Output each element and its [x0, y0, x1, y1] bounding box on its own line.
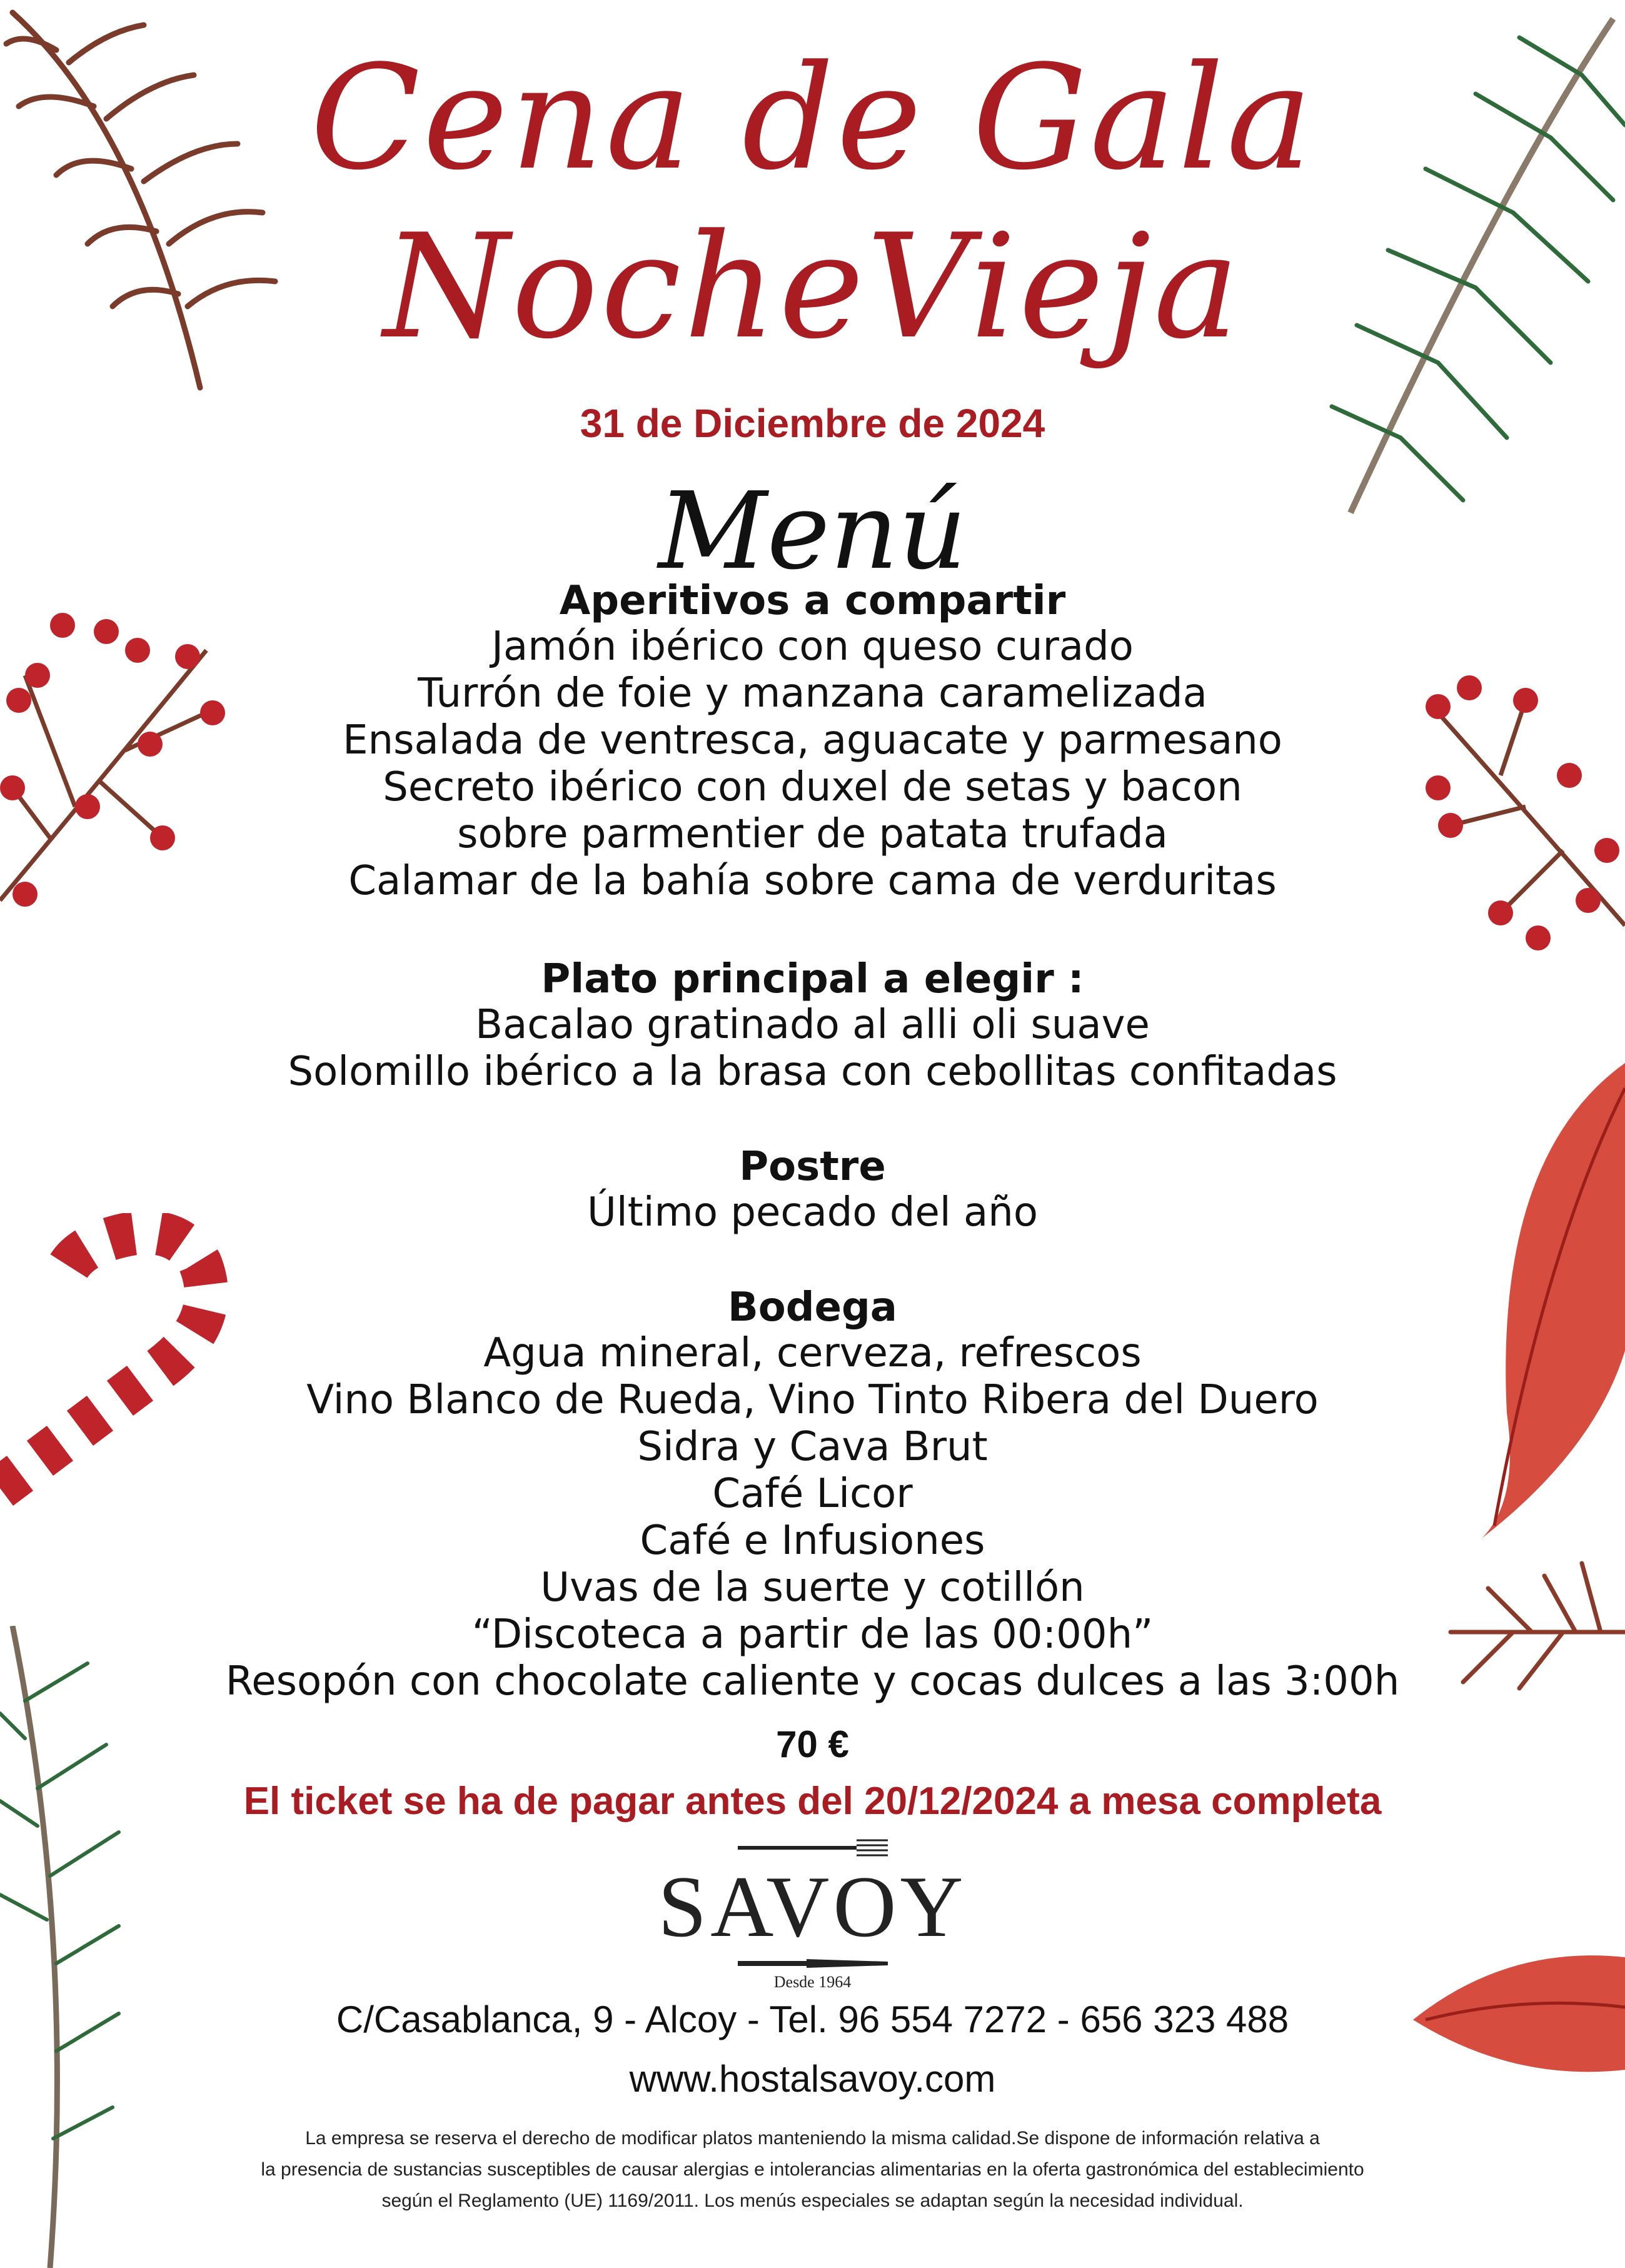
menu-item: Sidra y Cava Brut [637, 1424, 988, 1470]
title-line-1: Cena de Gala [310, 35, 1315, 202]
menu-item: Calamar de la bahía sobre cama de verduritas [348, 858, 1277, 904]
menu-item: “Discoteca a partir de las 00:00h” [471, 1611, 1154, 1658]
menu-item: Secreto ibérico con duxel de setas y bacon [383, 764, 1242, 810]
menu-item: Ensalada de ventresca, aguacate y parmesano [343, 717, 1282, 764]
menu-item: sobre parmentier de patata trufada [457, 811, 1168, 857]
fork-icon [732, 1835, 894, 1860]
menu-item: Último pecado del año [587, 1189, 1038, 1236]
knife-icon [732, 1954, 894, 1973]
logo-since: Desde 1964 [773, 1973, 852, 1991]
section-title: Postre [739, 1144, 886, 1190]
event-date: 31 de Diciembre de 2024 [580, 401, 1045, 446]
disclaimer-line: según el Reglamento (UE) 1169/2011. Los menús especiales se adaptan según la necesidad individual. [381, 2190, 1244, 2211]
menu-item: Bacalao gratinado al alli oli suave [475, 1002, 1150, 1048]
menu-item: Uvas de la suerte y cotillón [540, 1565, 1085, 1611]
section-postre [0, 1144, 1625, 1236]
menu-heading: Menú [658, 470, 967, 593]
section-principal [0, 957, 1625, 1096]
ticket-note: El ticket se ha de pagar antes del 20/12/2024 a mesa completa [243, 1780, 1382, 1823]
logo-name: SAVOY [658, 1858, 967, 1955]
disclaimer-line: la presencia de sustancias susceptibles de causar alergias e intolerancias alimentarias en la oferta gastronómica del establecimiento [261, 2159, 1364, 2180]
title-line-2: NocheVieja [383, 204, 1242, 371]
menu-item: Vino Blanco de Rueda, Vino Tinto Ribera del Duero [306, 1377, 1319, 1423]
menu-item: Jamón ibérico con queso curado [491, 623, 1134, 670]
price: 70 € [776, 1723, 849, 1765]
menu-item: Café Licor [712, 1471, 913, 1517]
section-title: Bodega [728, 1284, 897, 1331]
section-bodega [0, 1285, 1625, 1705]
savoy-logo [0, 1835, 1625, 2004]
menu-item: Café e Infusiones [640, 1518, 985, 1564]
section-title: Plato principal a elegir : [541, 956, 1084, 1002]
menu-item: Turrón de foie y manzana caramelizada [418, 670, 1207, 717]
section-aperitivos [0, 578, 1625, 905]
address: C/Casablanca, 9 - Alcoy - Tel. 96 554 7272 - 656 323 488 [336, 1998, 1289, 2040]
menu-item: Agua mineral, cerveza, refrescos [483, 1330, 1142, 1376]
website-link[interactable]: www.hostalsavoy.com [629, 2058, 996, 2100]
section-title: Aperitivos a compartir [559, 578, 1066, 624]
menu-item: Resopón con chocolate caliente y cocas dulces a las 3:00h [225, 1658, 1400, 1705]
disclaimer-line: La empresa se reserva el derecho de modificar platos manteniendo la misma calidad.Se dispone de información relativa a [305, 2128, 1320, 2149]
menu-item: Solomillo ibérico a la brasa con cebollitas confitadas [288, 1049, 1337, 1095]
disclaimer [0, 2123, 1625, 2217]
